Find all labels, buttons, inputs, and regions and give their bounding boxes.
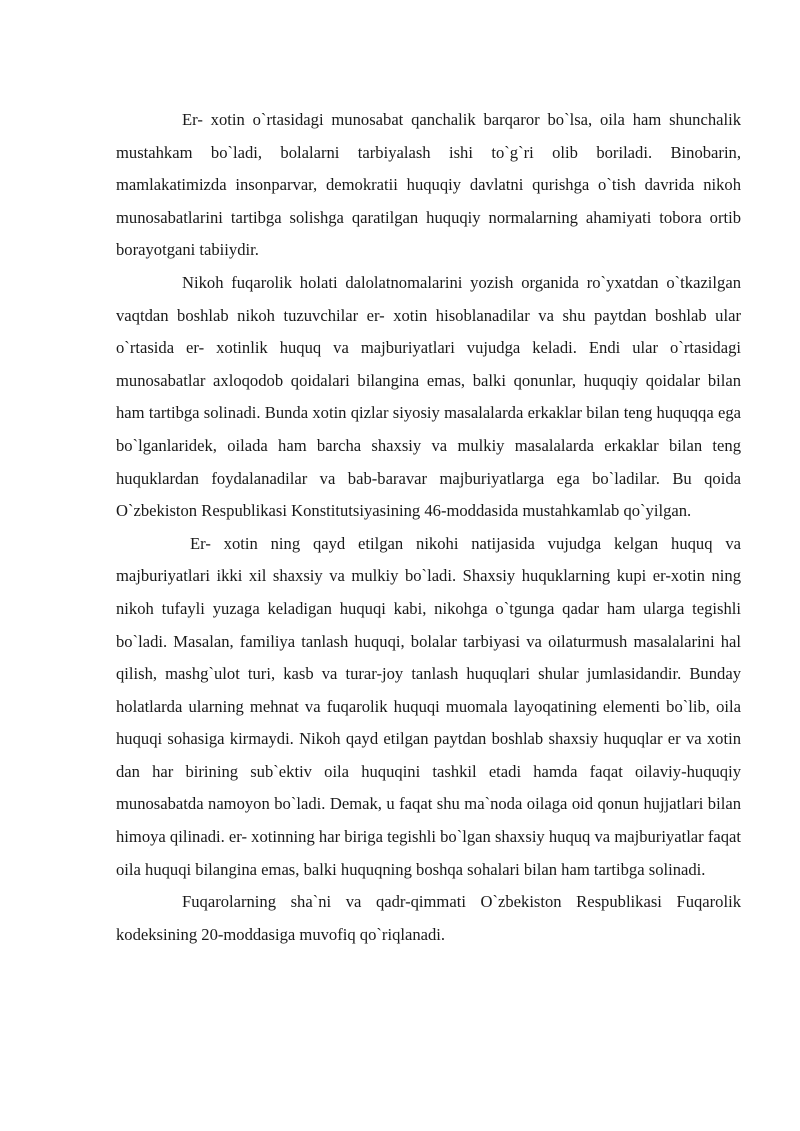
document-body: [116, 104, 741, 951]
paragraph-2: Nikoh fuqarolik holati dalolatnomalarini yozish organida ro`yxatdan o`tkazilgan vaqtdan boshlab nikoh tuzuvchilar er- xotin hisoblanadilar va shu paytdan boshlab ular o`rtasida er- xotinlik huquq va majburiyatlari vujudga keladi. Endi ular o`rtasidagi munosabatlar axloqodob qoidalari bilangina emas, balki qonunlar, huquqiy qoidalar bilan ham tartibga solinadi. Bunda xotin qizlar siyosiy masalalarda erkaklar bilan teng huquqqa ega bo`lganlaridek, oilada ham barcha shaxsiy va mulkiy masalalarda erkaklar bilan teng huquklardan foydalanadilar va bab-baravar majburiyatlarga ega bo`ladilar. Bu qoida O`zbekiston Respublikasi Konstitutsiyasining 46-moddasida mustahkamlab qo`yilgan.: [116, 272, 741, 521]
paragraph-1: Er- xotin o`rtasidagi munosabat qanchalik barqaror bo`lsa, oila ham shunchalik mustahkam bo`ladi, bolalarni tarbiyalash ishi to`g`ri olib boriladi. Binobarin, mamlakatimizda insonparvar, demokratii huquqiy davlatni qurishga o`tish davrida nikoh munosabatlarini tartibga solishga qaratilgan huquqiy normalarning ahamiyati tobora ortib borayotgani tabiiydir.: [116, 110, 741, 260]
paragraph-3: Er- xotin ning qayd etilgan nikohi natijasida vujudga kelgan huquq va majburiyatlari ikki xil shaxsiy va mulkiy bo`ladi. Shaxsiy huquklarning kupi er-xotin ning nikoh tufayli yuzaga keladigan huquqi kabi, nikohga o`tgunga qadar ham ularga tegishli bo`ladi. Masalan, familiya tanlash huquqi, bolalar tarbiyasi va oilaturmush masalalarini hal qilish, mashg`ulot turi, kasb va turar-joy tanlash huquqlari shular jumlasidandir. Bunday holatlarda ularning mehnat va fuqarolik huquqi muomala layoqatining elementi bo`lib, oila huquqi sohasiga kirmaydi. Nikoh qayd etilgan paytdan boshlab shaxsiy huquqlar er va xotin dan har birining sub`ektiv oila huquqini tashkil etadi hamda faqat oilaviy-huquqiy munosabatda namoyon bo`ladi. Demak, u faqat shu ma`noda oilaga oid qonun hujjatlari bilan himoya qilinadi. er- xotinning har biriga tegishli bo`lgan shaxsiy huquq va majburiyatlar faqat oila huquqi bilangina emas, balki huquqning boshqa sohalari bilan ham tartibga solinadi.: [116, 533, 742, 879]
paragraph-4: Fuqarolarning sha`ni va qadr-qimmati O`zbekiston Respublikasi Fuqarolik kodeksining 20-moddasiga muvofiq qo`riqlanadi.: [116, 892, 741, 944]
